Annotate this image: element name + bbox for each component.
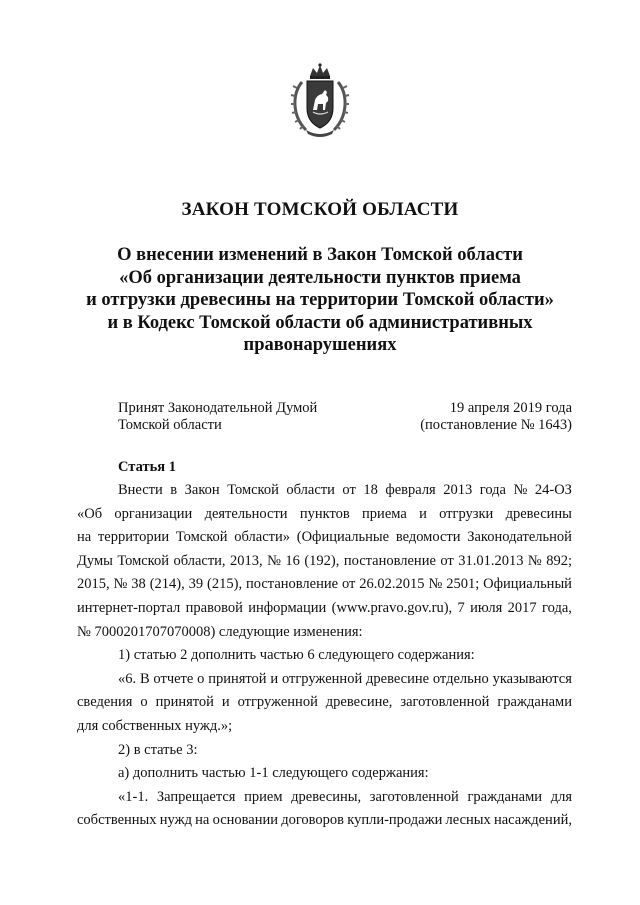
adoption-date: 19 апреля 2019 года (449, 400, 572, 416)
article-word: Официальный (483, 576, 572, 593)
article-word: от (341, 576, 356, 593)
article-word: для (550, 788, 572, 805)
article-line (77, 526, 572, 550)
article-line (77, 786, 572, 810)
coat-of-arms-icon (288, 62, 352, 140)
article-word: заготовленной (369, 788, 459, 805)
article-word: нужд (159, 812, 192, 829)
article-word: принятой (155, 694, 214, 711)
article-line (77, 573, 572, 597)
article-word: Томской (117, 552, 169, 569)
article-word: в (170, 482, 178, 498)
article-word: № (428, 576, 443, 593)
article-word: 2013 (443, 482, 473, 498)
article-word: (192), (304, 552, 340, 569)
article-word: интернет-портал (77, 599, 181, 616)
subtitle-line: и в Кодекс Томской области об административных (107, 312, 533, 333)
subtitle-line: правонарушениях (243, 335, 397, 355)
article-line (77, 550, 572, 574)
article-word: отдельно (432, 670, 489, 687)
article-word: отгруженной (281, 670, 363, 687)
article-line (77, 597, 572, 621)
article-word: гражданами (497, 694, 572, 711)
article-word: отгруженной (237, 694, 318, 711)
resolution-number: (постановление № 1643) (420, 417, 572, 433)
article-line: 2) в статье 3: (118, 741, 198, 758)
article-word: «Об (77, 505, 103, 522)
subtitle-line: и отгрузки древесины на территории Томской области» (86, 290, 554, 310)
article-word: и (270, 670, 279, 687)
article-word: Внести (118, 482, 163, 498)
article-word: насаждений, (493, 812, 572, 829)
article-word: 38 (131, 576, 146, 593)
article-word: основании (212, 812, 279, 829)
article-word: Томской (175, 529, 228, 546)
article-word: деятельности (204, 505, 288, 522)
article-word: 7 (457, 599, 465, 616)
article-word: (Официальные (296, 529, 390, 546)
article-word: ведомости (395, 529, 461, 546)
article-word: Законодательной (467, 529, 572, 546)
article-line (77, 479, 572, 503)
article-word: от (440, 552, 454, 569)
article-word: от (342, 482, 356, 498)
article-word: о (197, 670, 205, 687)
article-word: 24-ОЗ (534, 482, 572, 498)
article-line: 1) статью 2 дополнить частью 6 следующего содержания: (118, 647, 475, 664)
article-word: июля (470, 599, 503, 616)
article-word: и (419, 505, 427, 522)
article-word: 16 (285, 552, 300, 569)
article-line: а) дополнить частью 1-1 следующего содержания: (118, 765, 429, 782)
article-heading: Статья 1 (118, 459, 176, 475)
adopted-by-label: Принят Законодательной Думой (118, 400, 318, 416)
article-word: области» (234, 529, 291, 546)
article-word: и (221, 694, 230, 711)
article-word: года, (542, 599, 572, 616)
article-word: (214), (149, 576, 185, 593)
article-word: договоров (281, 812, 345, 829)
article-line (77, 668, 572, 692)
article-word: области (286, 482, 335, 498)
article-word: отчете (153, 670, 194, 687)
article-word: Закон (184, 482, 220, 498)
article-word: № (267, 552, 281, 569)
article-word: В (139, 670, 150, 687)
article-word: организации (114, 505, 193, 522)
article-word: территории (97, 529, 170, 546)
article-word: февраля (385, 482, 436, 498)
article-word: древесине, (325, 694, 393, 711)
article-word: отгрузки (439, 505, 494, 522)
article-word: правовой (185, 599, 243, 616)
article-word: № (113, 576, 128, 593)
article-word: № (527, 552, 542, 569)
article-body (77, 479, 572, 833)
article-word: на (77, 529, 92, 546)
article-word: 26.02.2015 (359, 576, 425, 593)
article-word: Томской (227, 482, 279, 498)
article-line: для собственных нужд.»; (77, 717, 233, 734)
article-word: 2015, (77, 576, 110, 593)
law-subtitle (60, 244, 580, 357)
article-word: принятой (208, 670, 267, 687)
article-word: 2017 (507, 599, 537, 616)
subtitle-line: «Об организации деятельности пунктов приема (119, 267, 521, 288)
article-word: 31.01.2013 (458, 552, 524, 569)
article-word: области, (173, 552, 226, 569)
adopted-by-region: Томской области (118, 417, 222, 433)
article-line (77, 691, 572, 715)
article-word: приема (362, 505, 407, 522)
article-word: на (195, 812, 210, 829)
article-word: древесины, (291, 788, 362, 805)
article-word: Запрещается (156, 788, 236, 805)
article-word: № (513, 482, 528, 498)
article-word: 39 (188, 576, 204, 593)
article-word: 18 (363, 482, 378, 498)
article-word: собственных (77, 812, 157, 829)
article-word: постановление (246, 576, 339, 593)
article-word: гражданами (467, 788, 543, 805)
adoption-block (118, 400, 572, 434)
article-word: указываются (492, 670, 572, 687)
law-title: ЗАКОН ТОМСКОЙ ОБЛАСТИ (181, 199, 459, 220)
article-word: информации (248, 599, 327, 616)
subtitle-line: О внесении изменений в Закон Томской области (117, 245, 523, 265)
article-word: 892; (546, 552, 572, 569)
article-word: о (140, 694, 148, 711)
article-word: (215), (207, 576, 243, 593)
article-word: купли-продажи (347, 812, 443, 829)
article-word: «1-1. (118, 788, 149, 805)
article-word: сведения (77, 694, 133, 711)
article-word: года (479, 482, 506, 498)
article-word: пунктов (299, 505, 350, 522)
article-word: 2501; (446, 576, 480, 593)
article-line (77, 809, 572, 833)
article-word: древесине (366, 670, 430, 687)
article-word: постановление (343, 552, 436, 569)
article-word: 2013, (230, 552, 263, 569)
article-word: лесных (445, 812, 491, 829)
article-line (77, 503, 572, 527)
article-line: № 7000201707070008) следующие изменения: (77, 623, 363, 640)
article-word: (www.pravo.gov.ru), (331, 599, 453, 616)
article-word: заготовленной (400, 694, 490, 711)
article-word: «6. (118, 670, 137, 687)
article-word: Думы (77, 552, 113, 569)
article-word: древесины (505, 505, 572, 522)
article-word: прием (244, 788, 283, 805)
